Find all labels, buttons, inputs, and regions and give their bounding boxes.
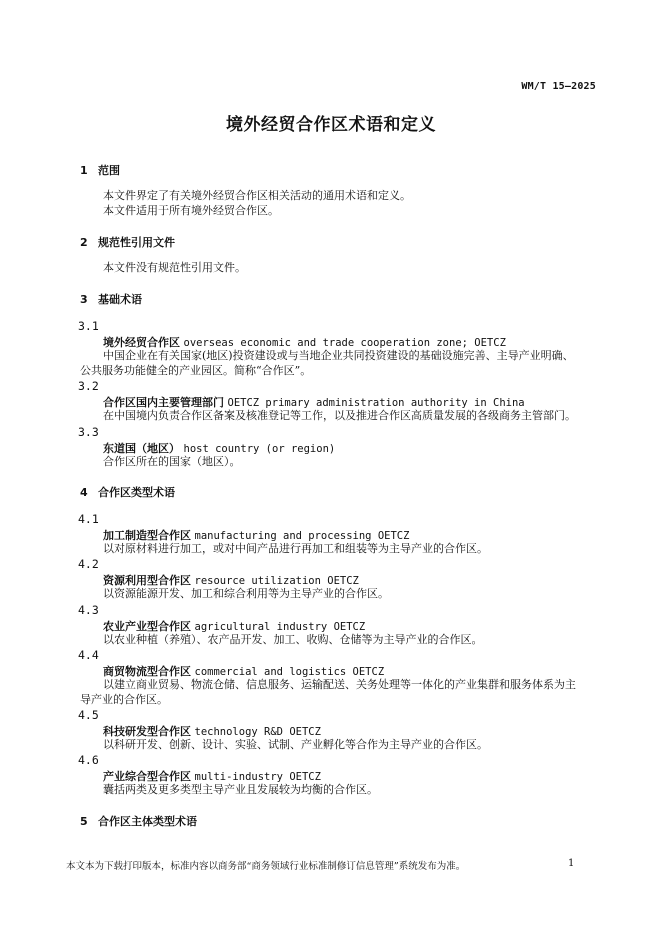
section-3-heading: [80, 291, 142, 307]
term-cn: 产业综合型合作区: [103, 770, 191, 783]
footer-note: 本文本为下载打印版本，标准内容以商务部“商务领域行业标准制修订信息管理”系统发布为准。: [66, 861, 466, 872]
term-cn: 农业产业型合作区: [103, 620, 191, 633]
term-definition: 以科研开发、创新、设计、实验、试制、产业孵化等合作为主导产业的合作区。: [103, 738, 488, 751]
term-cn: 科技研发型合作区: [103, 725, 191, 738]
page-number: 1: [568, 858, 575, 869]
section-number: 3: [80, 293, 88, 306]
term-en: resource utilization OETCZ: [194, 575, 359, 587]
term-cn: 合作区国内主要管理部门: [103, 396, 224, 409]
term-cn: 境外经贸合作区: [103, 336, 180, 349]
section-title: 规范性引用文件: [98, 236, 175, 249]
term-number: 4.5: [78, 708, 99, 722]
term-en: OETCZ primary administration authority in China: [227, 397, 525, 409]
term-definition-continued: 公共服务功能健全的产业园区。简称“合作区”。: [80, 364, 312, 377]
term-definition: 在中国境内负责合作区备案及核准登记等工作，以及推进合作区高质量发展的各级商务主管部门。: [103, 409, 576, 422]
standard-code: WM/T 15—2025: [521, 81, 596, 92]
section-number: 4: [80, 486, 88, 499]
term-number: 4.4: [78, 648, 99, 662]
document-title: 境外经贸合作区术语和定义: [226, 115, 436, 135]
section-1-heading: [80, 162, 120, 178]
term-en: host country (or region): [183, 443, 336, 455]
term-en: agricultural industry OETCZ: [194, 621, 366, 633]
term-number: 4.6: [78, 753, 99, 767]
term-en: multi-industry OETCZ: [194, 771, 321, 783]
term-cn: 资源利用型合作区: [103, 574, 191, 587]
term-number: 4.1: [78, 512, 99, 526]
term-en: technology R&D OETCZ: [194, 726, 321, 738]
term-en: commercial and logistics OETCZ: [194, 666, 385, 678]
paragraph: 本文件没有规范性引用文件。: [103, 261, 246, 274]
term-cn: 东道国（地区）: [103, 442, 180, 455]
term-definition: 以对原材料进行加工，或对中间产品进行再加工和组装等为主导产业的合作区。: [103, 542, 488, 555]
section-title: 范围: [98, 164, 120, 177]
section-5-heading: [80, 813, 197, 829]
section-4-heading: [80, 484, 175, 500]
term-definition: 囊括两类及更多类型主导产业且发展较为均衡的合作区。: [103, 783, 378, 796]
term-definition: 合作区所在的国家（地区）。: [103, 455, 241, 468]
section-title: 合作区主体类型术语: [98, 815, 197, 828]
section-title: 合作区类型术语: [98, 486, 175, 499]
term-cn: 加工制造型合作区: [103, 529, 191, 542]
term-number: 3.2: [78, 379, 99, 393]
term-number: 3.3: [78, 425, 99, 439]
term-number: 4.3: [78, 603, 99, 617]
term-definition: 中国企业在有关国家(地区)投资建设或与当地企业共同投资建设的基础设施完善、主导产业明确、: [103, 349, 574, 362]
term-definition: 以建立商业贸易、物流仓储、信息服务、运输配送、关务处理等一体化的产业集群和服务体系为主: [103, 678, 576, 691]
term-definition-continued: 导产业的合作区。: [80, 693, 168, 706]
section-number: 1: [80, 164, 88, 177]
section-2-heading: [80, 234, 175, 250]
term-number: 4.2: [78, 557, 99, 571]
paragraph: 本文件界定了有关境外经贸合作区相关活动的通用术语和定义。: [103, 189, 411, 202]
term-definition: 以农业种植（养殖）、农产品开发、加工、收购、仓储等为主导产业的合作区。: [103, 633, 483, 646]
paragraph: 本文件适用于所有境外经贸合作区。: [103, 204, 279, 217]
section-number: 2: [80, 236, 88, 249]
term-definition: 以资源能源开发、加工和综合利用等为主导产业的合作区。: [103, 587, 389, 600]
term-en: overseas economic and trade cooperation zone; OETCZ: [183, 337, 506, 349]
term-cn: 商贸物流型合作区: [103, 665, 191, 678]
term-number: 3.1: [78, 319, 99, 333]
section-title: 基础术语: [98, 293, 142, 306]
section-number: 5: [80, 815, 88, 828]
term-en: manufacturing and processing OETCZ: [194, 530, 410, 542]
